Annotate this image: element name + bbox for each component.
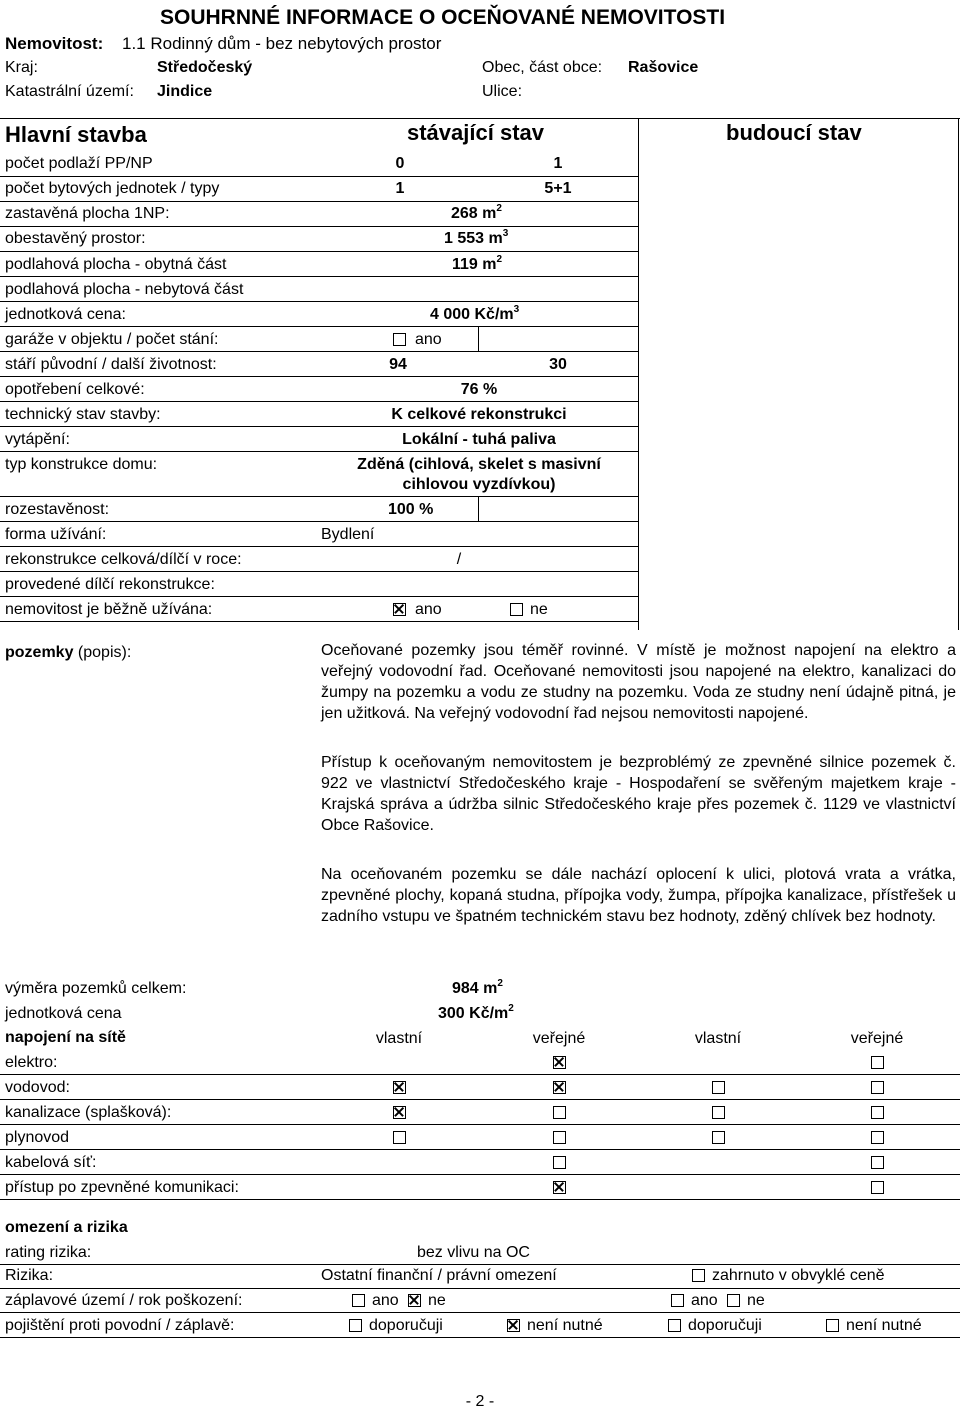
builtup-label: zastavěná plocha 1NP: [5,205,170,222]
rule [0,201,639,202]
land-price-label: jednotková cena [5,1005,122,1022]
current-state-heading: stávající stav [407,120,544,145]
risks-heading: omezení a rizika [5,1219,128,1236]
land-area-value: 984 $m^2$ [452,978,503,997]
network-checkbox[interactable] [871,1106,884,1119]
rule [0,1099,960,1100]
flood-label: záplavové území / rok poškození: [5,1292,243,1309]
rule [0,1337,960,1338]
rule [0,1074,960,1075]
network-checkbox[interactable] [871,1131,884,1144]
region-value: Středočeský [157,59,253,76]
rule [0,1149,960,1150]
rule [0,118,960,119]
rule [0,276,639,277]
network-checkbox[interactable] [553,1056,566,1069]
inuse-no-checkbox[interactable] [510,603,523,616]
garage-label: garáže v objektu / počet stání: [5,331,219,348]
inuse-label: nemovitost je běžně užívána: [5,601,213,618]
insurance-future-recommend-checkbox[interactable] [668,1319,681,1332]
net-col-own-future: vlastní [694,1030,742,1047]
inuse-no-label: ne [530,601,548,618]
flood-future-yes-label: ano [691,1292,718,1309]
construction-line-2: cihlovou vyzdívkou) [402,476,556,493]
network-checkbox[interactable] [871,1056,884,1069]
heating-value: Lokální - tuhá paliva [402,431,556,448]
street-label: Ulice: [482,83,523,100]
network-checkbox[interactable] [712,1081,725,1094]
flood-future-no-checkbox[interactable] [727,1294,740,1307]
flood-yes-label: ano [372,1292,399,1309]
cadastre-label: Katastrální území: [5,83,134,100]
rule [0,1288,960,1289]
network-checkbox[interactable] [553,1106,566,1119]
network-row-label: kanalizace (splašková): [5,1104,172,1121]
garage-yes-label: ano [415,331,442,348]
rule [0,546,639,547]
builtup-value: 268 $m^2$ [451,203,502,222]
rule [0,451,639,452]
main-heading: Hlavní stavba [5,122,147,147]
rule [0,621,639,622]
future-state-heading: budoucí stav [726,120,862,145]
floor-res-value: 119 $m^2$ [452,254,503,273]
life-value: 30 [549,356,567,373]
use-value: Bydlení [321,526,375,543]
insurance-not-needed-label: není nutné [527,1317,603,1334]
rule [0,401,639,402]
network-checkbox[interactable] [871,1181,884,1194]
tech-value: K celkové rekonstrukci [391,406,567,423]
insurance-future-recommend-label: doporučuji [688,1317,762,1334]
network-checkbox[interactable] [553,1181,566,1194]
flood-no-label: ne [428,1292,446,1309]
units-type: 5+1 [544,180,572,197]
rule [0,326,639,327]
network-checkbox[interactable] [712,1106,725,1119]
right-border [958,118,959,630]
unit-price-value: 4 000 $Kč/m^3$ [430,304,520,323]
land-paragraph-2: Přístup k oceňovaným nemovitostem je bezproblémý ze zpevněné silnice pozemek č. 922 ve vlastnictví Středočeského kraje - Hospodaření se svěřeným majetkem kraje - Krajská správa a údržba silnic Středočeského kraje přes pozemek č. 1129 ve vlastnictví Obce Rašovice. [321,754,956,834]
network-checkbox[interactable] [871,1081,884,1094]
volume-value: 1 553 $m^3$ [444,228,509,247]
unit-price-label: jednotková cena: [5,306,126,323]
network-row-label: plynovod [5,1129,70,1146]
rating-label: rating rizika: [5,1244,92,1261]
floors-np: 1 [553,155,563,172]
risks-future-checkbox[interactable] [692,1269,705,1282]
flood-future-yes-checkbox[interactable] [671,1294,684,1307]
land-heading: pozemky (popis): [5,644,132,661]
completion-label: rozestavěnost: [5,501,110,518]
network-checkbox[interactable] [393,1131,406,1144]
flood-future-no-label: ne [747,1292,765,1309]
inuse-yes-label: ano [415,601,442,618]
reconstruction-value: / [456,551,462,568]
net-col-own-current: vlastní [375,1030,423,1047]
network-row-label: přístup po zpevněné komunikaci: [5,1179,239,1196]
age-label: stáří původní / další životnost: [5,356,217,373]
flood-no-checkbox[interactable] [408,1294,421,1307]
networks-heading: napojení na sítě [5,1029,126,1046]
rule [0,251,639,252]
tech-label: technický stav stavby: [5,406,161,423]
rating-value: bez vlivu na OC [417,1244,530,1261]
property-value: 1.1 Rodinný dům - bez nebytových prostor [122,34,442,53]
risks-label: Rizika: [5,1267,54,1284]
construction-label: typ konstrukce domu: [5,456,158,473]
rule [0,301,639,302]
municipality-value: Rašovice [628,59,699,76]
rule [0,1264,960,1265]
construction-line-1: Zděná (cihlová, skelet s masivní [357,456,601,473]
network-row-label: kabelová síť: [5,1154,97,1171]
insurance-future-not-needed-checkbox[interactable] [826,1319,839,1332]
rule [0,376,639,377]
network-row-label: elektro: [5,1054,58,1071]
network-checkbox[interactable] [712,1131,725,1144]
network-row-label: vodovod: [5,1079,70,1096]
heating-label: vytápění: [5,431,70,448]
inuse-yes-checkbox[interactable] [393,603,406,616]
net-col-public-future: veřejné [850,1030,904,1047]
net-col-public-current: veřejné [532,1030,586,1047]
network-checkbox[interactable] [393,1081,406,1094]
floors-pp: 0 [395,155,405,172]
rule [0,496,639,497]
partial-label: provedené dílčí rekonstrukce: [5,576,215,593]
rule [0,521,639,522]
rule [0,226,639,227]
units-label: počet bytových jednotek / typy [5,180,220,197]
cell-divider [478,496,479,521]
land-paragraph-1: Oceňované pozemky jsou téměř rovinné. V místě je možnost napojení na elektro a veřejný vodovodní řad. Oceňované nemovitosti jsou napojené na elektro, kanalizaci do žumpy na pozemku a vodu ze studny na pozemku. Voda ze studny není údajně pitná, je jen užitková. Na veřejný vodovodní řad nejsou nemovitosti napojené. [321,642,956,722]
use-label: forma užívání: [5,526,107,543]
garage-yes-checkbox[interactable] [393,333,406,346]
rule [0,351,639,352]
insurance-not-needed-checkbox[interactable] [507,1319,520,1332]
cell-divider [478,326,479,351]
insurance-recommend-label: doporučuji [369,1317,443,1334]
wear-label: opotřebení celkové: [5,381,145,398]
network-checkbox[interactable] [553,1131,566,1144]
cadastre-value: Jindice [157,83,213,100]
column-divider [638,118,639,630]
reconstruction-label: rekonstrukce celková/dílčí v roce: [5,551,242,568]
rule [0,596,639,597]
network-checkbox[interactable] [553,1081,566,1094]
units-count: 1 [395,180,405,197]
rule [0,426,639,427]
flood-yes-checkbox[interactable] [352,1294,365,1307]
completion-value: 100 % [388,501,434,518]
rule [0,176,639,177]
floor-nonres-label: podlahová plocha - nebytová část [5,281,244,298]
rule [0,1312,960,1313]
rule [0,571,639,572]
rule [0,1199,960,1200]
floor-res-label: podlahová plocha - obytná část [5,256,227,273]
page-number: - 2 - [465,1393,495,1410]
page-title: SOUHRNNÉ INFORMACE O OCEŇOVANÉ NEMOVITOSTI [160,6,726,29]
rule [0,1124,960,1125]
floors-label: počet podlaží PP/NP [5,155,153,172]
land-price-value: 300 $Kč/m^2$ [438,1003,514,1022]
land-area-label: výměra pozemků celkem: [5,980,187,997]
insurance-label: pojištění proti povodní / záplavě: [5,1317,235,1334]
insurance-recommend-checkbox[interactable] [349,1319,362,1332]
network-checkbox[interactable] [553,1156,566,1169]
risks-value: Ostatní finanční / právní omezení [321,1267,557,1284]
rule [0,1174,960,1175]
property-label: Nemovitost: [5,34,104,53]
insurance-future-not-needed-label: není nutné [846,1317,922,1334]
wear-value: 76 % [460,381,498,398]
volume-label: obestavěný prostor: [5,230,146,247]
region-label: Kraj: [5,59,38,76]
network-checkbox[interactable] [393,1106,406,1119]
land-paragraph-3: Na oceňovaném pozemku se dále nachází oplocení k ulici, plotová vrata a vrátka, zpevněné plochy, kopaná studna, přípojka vody, žumpa, přípojka kanalizace, přístřešek u zadního vstupu ve špatném technickém stavu bez hodnoty, zděný chlívek bez hodnoty. [321,866,956,925]
municipality-label: Obec, část obce: [482,59,603,76]
age-value: 94 [389,356,407,373]
network-checkbox[interactable] [871,1156,884,1169]
risks-future-label: zahrnuto v obvyklé ceně [712,1267,885,1284]
